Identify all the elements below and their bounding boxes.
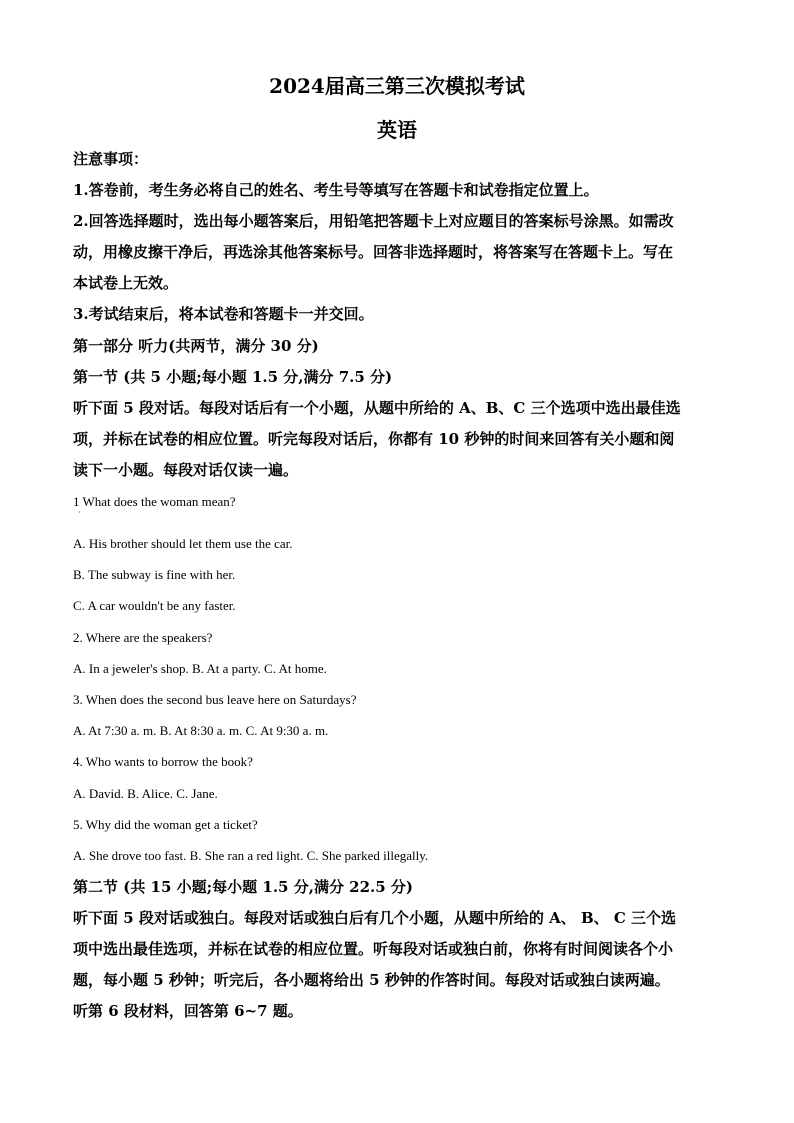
question-3: 3. When does the second bus leave here on Saturdays? (73, 692, 357, 707)
question-5: 5. Why did the woman get a ticket? (73, 817, 258, 832)
question-4: 4. Who wants to borrow the book? (73, 754, 253, 769)
question-1-mark: · (78, 508, 81, 517)
section1-instruction-line-2: 项，并标在试卷的相应位置。听完每段对话后，你都有 10 秒钟的时间来回答有关小题和阅 (73, 430, 675, 448)
material-6-heading: 听第 6 段材料，回答第 6~7 题。 (73, 1002, 303, 1020)
question-1: 1 What does the woman mean? (73, 494, 236, 509)
section1-heading: 第一节 (共 5 小题;每小题 1.5 分,满分 7.5 分) (73, 368, 393, 386)
notice-item-2-line-1: 2.回答选择题时，选出每小题答案后，用铅笔把答题卡上对应题目的答案标号涂黑。如需改 (73, 212, 674, 230)
question-4-options: A. David. B. Alice. C. Jane. (73, 786, 218, 801)
section1-instruction-line-3: 读下一小题。每段对话仅读一遍。 (73, 461, 299, 479)
section2-instruction-line-3: 题，每小题 5 秒钟；听完后，各小题将给出 5 秒钟的作答时间。每段对话或独白读两遍。 (73, 971, 670, 989)
question-1-option-c: C. A car wouldn't be any faster. (73, 598, 236, 613)
question-3-options: A. At 7:30 a. m. B. At 8:30 a. m. C. At 9:30 a. m. (73, 723, 329, 738)
notice-item-2-line-3: 本试卷上无效。 (73, 274, 179, 292)
exam-title: 2024届高三第三次模拟考试 (269, 74, 525, 98)
subject-title: 英语 (377, 118, 417, 142)
part1-heading: 第一部分 听力(共两节，满分 30 分) (73, 337, 319, 355)
question-1-option-b: B. The subway is fine with her. (73, 567, 236, 582)
question-5-options: A. She drove too fast. B. She ran a red light. C. She parked illegally. (73, 848, 429, 863)
section2-heading: 第二节 (共 15 小题;每小题 1.5 分,满分 22.5 分) (73, 878, 414, 896)
section1-instruction-line-1: 听下面 5 段对话。每段对话后有一个小题，从题中所给的 A、B、C 三个选项中选出最佳选 (73, 399, 681, 417)
notice-heading: 注意事项： (73, 150, 149, 168)
section2-instruction-line-1: 听下面 5 段对话或独白。每段对话或独白后有几个小题，从题中所给的 A、 B、 C 三个选 (73, 909, 677, 927)
notice-item-1: 1.答卷前，考生务必将自己的姓名、考生号等填写在答题卡和试卷指定位置上。 (73, 181, 599, 199)
section2-instruction-line-2: 项中选出最佳选项，并标在试卷的相应位置。听每段对话或独白前，你将有时间阅读各个小 (73, 940, 674, 958)
notice-item-3: 3.考试结束后，将本试卷和答题卡一并交回。 (73, 305, 374, 323)
question-2-options: A. In a jeweler's shop. B. At a party. C. At home. (73, 661, 327, 676)
question-2: 2. Where are the speakers? (73, 630, 213, 645)
question-1-option-a: A. His brother should let them use the car. (73, 536, 293, 551)
notice-item-2-line-2: 动，用橡皮擦干净后，再选涂其他答案标号。回答非选择题时，将答案写在答题卡上。写在 (73, 243, 674, 261)
